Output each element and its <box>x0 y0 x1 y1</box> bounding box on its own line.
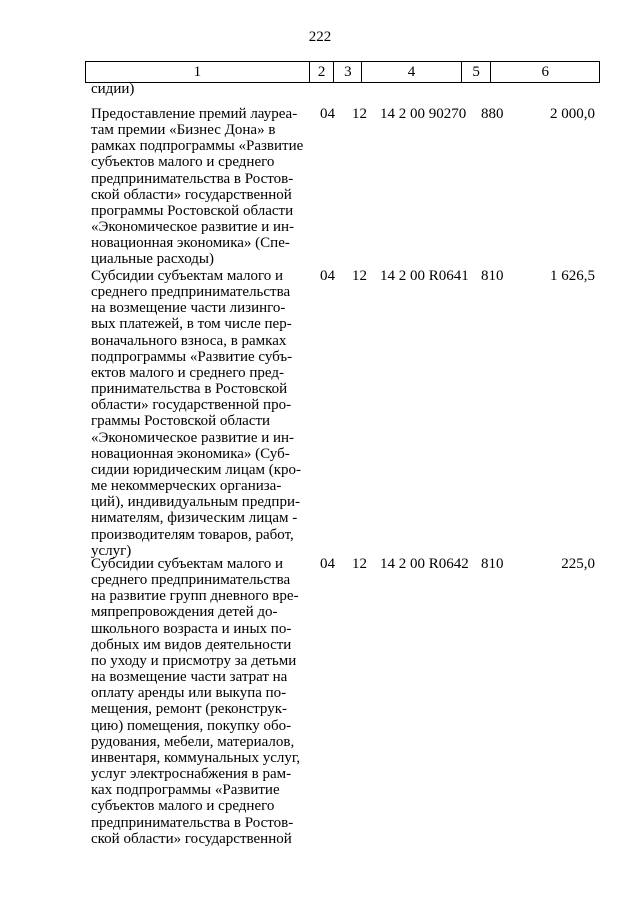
column-header-3: 3 <box>334 62 362 83</box>
row-amount: 2 000,0 <box>550 106 595 122</box>
row-description: Субсидии субъектам малого и среднего предпринимательства на развитие групп дневного вре- мяпрепровождения детей до- школьного возраста и иных по- добных им видов деятельности по уходу и присмотру за детьми на возмещение части затрат на оплату аренды или выкупа по- мещения, ремонт (реконструк- цию) помещения, покупку обо- рудования, мебели, материалов, инвентаря, коммунальных услуг, услуг электроснабжения в рам- ках подпрограммы «Развитие субъектов малого и среднего предпринимательства в Ростов- ской области» государственной <box>91 556 301 847</box>
column-header-5: 5 <box>461 62 491 83</box>
row-target-article: 14 2 00 90270 <box>380 106 467 122</box>
row-amount: 225,0 <box>561 556 595 572</box>
row-target-article: 14 2 00 R0641 <box>380 268 469 284</box>
column-header-1: 1 <box>86 62 310 83</box>
column-header-table <box>85 61 600 83</box>
row-description: Субсидии субъектам малого и среднего предпринимательства на возмещение части лизинго- вых платежей, в том числе пер- воначального взноса, в рамках подпрограммы «Развитие субъ- ектов малого и среднего пред- принимательства в Ростовской области» государственной про- граммы Ростовской области «Экономическое развитие и ин- новационная экономика» (Суб- сидии юридическим лицам (кро- ме некоммерческих организа- ций), индивидуальным предпри- нимателям, физическим лицам - производителям товаров, работ, услуг) <box>91 268 302 559</box>
row-subsection-code: 12 <box>352 268 367 284</box>
page-number: 222 <box>308 29 332 45</box>
row-description: Предоставление премий лауреа- там премии «Бизнес Дона» в рамках подпрограммы «Развитие субъектов малого и среднего предпринимательства в Ростов- ской области» государственной программы Ростовской области «Экономическое развитие и ин- новационная экономика» (Спе- циальные расходы) <box>91 106 304 268</box>
row-subsection-code: 12 <box>352 556 367 572</box>
row-expense-type: 880 <box>481 106 504 122</box>
column-header-row <box>86 62 600 83</box>
column-header-2: 2 <box>309 62 334 83</box>
row-section-code: 04 <box>320 556 335 572</box>
row-target-article: 14 2 00 R0642 <box>380 556 469 572</box>
row-section-code: 04 <box>320 106 335 122</box>
row-subsection-code: 12 <box>352 106 367 122</box>
row-amount: 1 626,5 <box>550 268 595 284</box>
column-header-4: 4 <box>362 62 462 83</box>
row-expense-type: 810 <box>481 268 504 284</box>
row-expense-type: 810 <box>481 556 504 572</box>
continuation-text: сидии) <box>91 81 135 97</box>
column-header-6: 6 <box>491 62 600 83</box>
row-section-code: 04 <box>320 268 335 284</box>
